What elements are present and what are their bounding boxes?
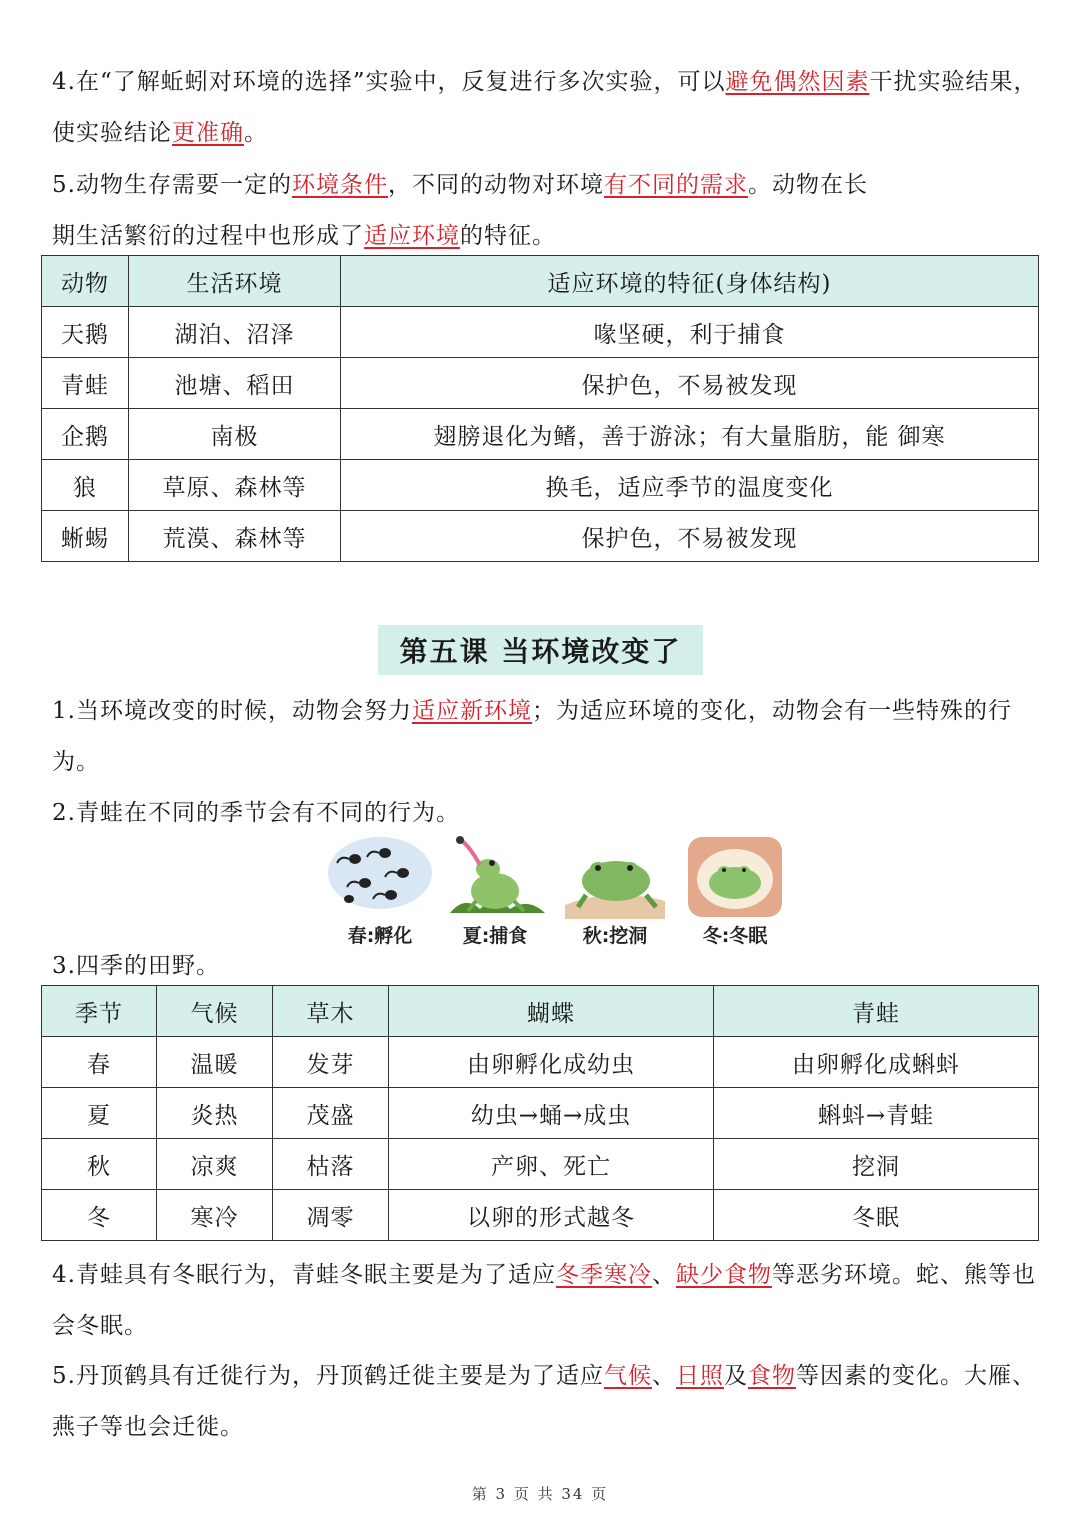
- animal-adaptation-table: [41, 255, 1039, 562]
- table-header: 青蛙: [714, 986, 1039, 1037]
- table-header: 适应环境的特征(身体结构): [341, 256, 1039, 307]
- highlight-answer: 气候: [603, 1363, 652, 1389]
- table-row: 冬 寒冷 凋零 以卵的形式越冬 冬眠: [42, 1190, 1039, 1241]
- table-row: 夏 炎热 茂盛 幼虫→蛹→成虫 蝌蚪→青蛙: [42, 1088, 1039, 1139]
- table-header: 生活环境: [129, 256, 341, 307]
- frog-autumn: [560, 835, 670, 950]
- frog-digging-icon: [560, 835, 670, 919]
- lesson-paragraph-1: 1.当环境改变的时候，动物会努力适应新环境；为适应环境的变化，动物会有一些特殊的行为。: [52, 698, 1012, 775]
- paragraph-5: 5.动物生存需要一定的环境条件，不同的动物对环境有不同的需求。动物在长 期生活繁衍的过程中也形成了适应环境的特征。: [52, 172, 868, 249]
- highlight-answer: 有不同的需求: [603, 172, 748, 198]
- paragraph-hibernation: 4.青蛙具有冬眠行为，青蛙冬眠主要是为了适应冬季寒冷、缺少食物等恶劣环境。蛇、熊等也会冬眠。: [52, 1262, 1036, 1339]
- frog-caption: 夏:捕食: [462, 925, 528, 947]
- paragraph-migration: 5.丹顶鹤具有迁徙行为，丹顶鹤迁徙主要是为了适应气候、日照及食物等因素的变化。大雁、燕子等也会迁徙。: [52, 1363, 1036, 1440]
- table-row: 狼 草原、森林等 换毛，适应季节的温度变化: [42, 460, 1039, 511]
- highlight-answer: 日照: [675, 1363, 724, 1389]
- highlight-answer: 食物: [747, 1363, 796, 1389]
- table-header: 蝴蝶: [389, 986, 714, 1037]
- highlight-answer: 更准确: [172, 120, 244, 146]
- highlight-answer: 环境条件: [291, 172, 388, 198]
- table-header-row: [42, 986, 1039, 1037]
- table-row: 天鹅 湖泊、沼泽 喙坚硬，利于捕食: [42, 307, 1039, 358]
- table-row: 秋 凉爽 枯落 产卵、死亡 挖洞: [42, 1139, 1039, 1190]
- table-row: 青蛙 池塘、稻田 保护色，不易被发现: [42, 358, 1039, 409]
- frog-caption: 秋:挖洞: [582, 925, 648, 947]
- lesson-paragraph-2: 2.青蛙在不同的季节会有不同的行为。: [52, 800, 460, 826]
- frog-caption: 冬:冬眠: [702, 925, 768, 947]
- highlight-answer: 适应新环境: [411, 698, 532, 724]
- frog-spring: [325, 835, 435, 950]
- table-row: 春 温暖 发芽 由卵孵化成幼虫 由卵孵化成蝌蚪: [42, 1037, 1039, 1088]
- table-header-row: [42, 256, 1039, 307]
- table-header: 草木: [273, 986, 389, 1037]
- table-row: 企鹅 南极 翅膀退化为鳍，善于游泳；有大量脂肪，能 御寒: [42, 409, 1039, 460]
- frog-hibernating-icon: [680, 835, 790, 919]
- table-header: 动物: [42, 256, 129, 307]
- page-number: 第 3 页 共 34 页: [471, 1485, 609, 1503]
- seasons-table: [41, 985, 1039, 1241]
- highlight-answer: 冬季寒冷: [555, 1262, 652, 1288]
- lesson-title: 第五课 当环境改变了: [378, 625, 703, 675]
- frog-caption: 春:孵化: [347, 925, 413, 947]
- paragraph-4: 4.在“了解蚯蚓对环境的选择”实验中，反复进行多次实验，可以避免偶然因素干扰实验结果，使实验结论更准确。: [52, 69, 1038, 146]
- highlight-answer: 适应环境: [364, 223, 460, 249]
- frog-summer: [440, 835, 550, 950]
- table-row: 蜥蜴 荒漠、森林等 保护色，不易被发现: [42, 511, 1039, 562]
- item-number: 4.: [52, 69, 76, 95]
- frog-seasons-illustration: [325, 835, 785, 950]
- frog-winter: [680, 835, 790, 950]
- highlight-answer: 避免偶然因素: [725, 69, 870, 95]
- highlight-answer: 缺少食物: [675, 1262, 772, 1288]
- tadpoles-icon: [325, 835, 435, 919]
- frog-catching-icon: [440, 835, 550, 919]
- table-header: 气候: [157, 986, 273, 1037]
- table-header: 季节: [42, 986, 157, 1037]
- lesson-paragraph-3: 3.四季的田野。: [52, 953, 220, 979]
